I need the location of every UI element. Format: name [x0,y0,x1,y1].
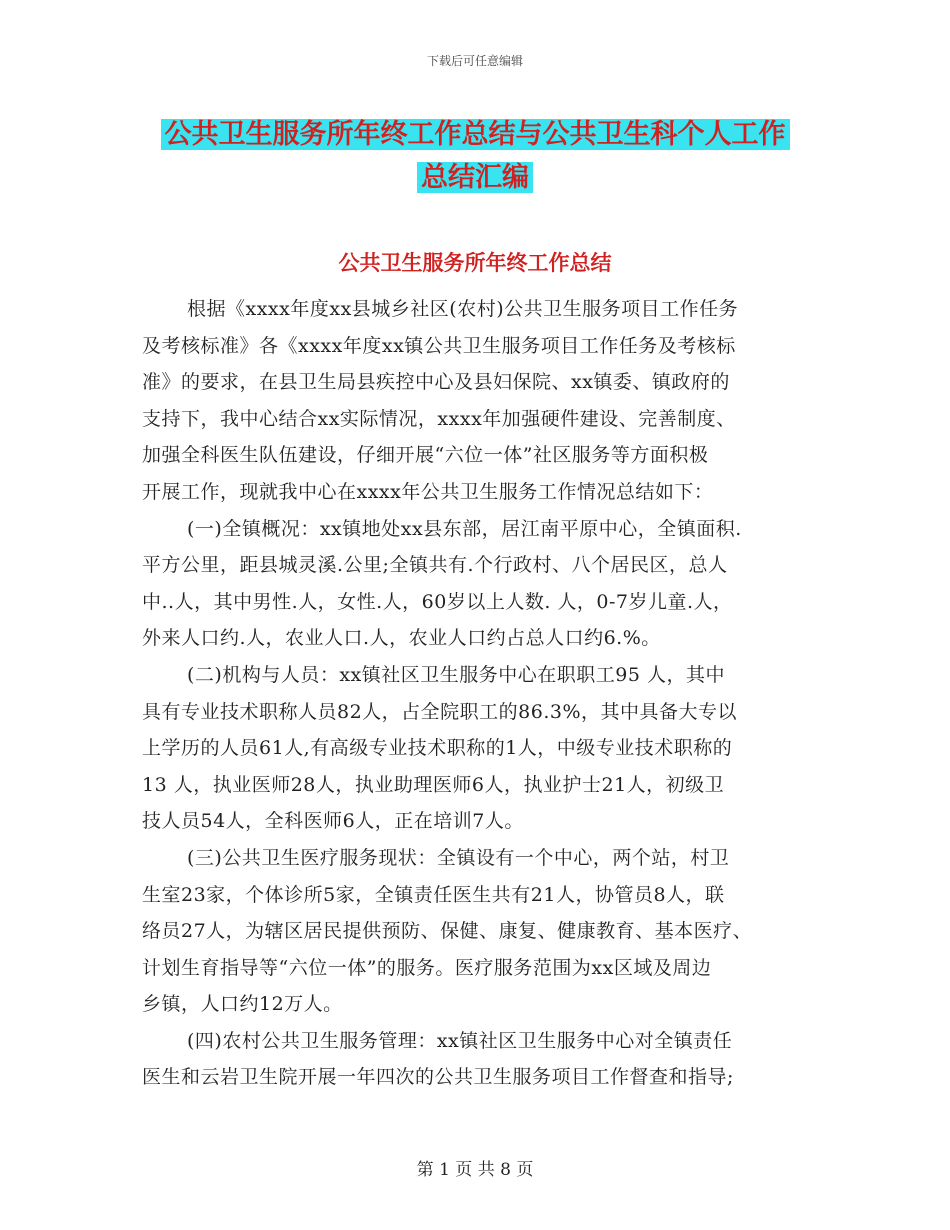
body-line: 生室23家，个体诊所5家，全镇责任医生共有21人，协管员8人，联 [142,883,725,906]
document-title-line-2 [0,155,950,194]
body-line: (一)全镇概况：xx镇地处xx县东部，居江南平原中心，全镇面积. [187,517,742,540]
section-title: 公共卫生服务所年终工作总结 [338,251,612,275]
body-line: (四)农村公共卫生服务管理：xx镇社区卫生服务中心对全镇责任 [187,1029,733,1052]
document-title-text-2: 总结汇编 [417,162,533,193]
document-title-text-1: 公共卫生服务所年终工作总结与公共卫生科个人工作 [161,119,790,150]
body-line: 及考核标准》各《xxxx年度xx镇公共卫生服务项目工作任务及考核标 [142,334,736,357]
body-line: 络员27人，为辖区居民提供预防、保健、康复、健康教育、基本医疗、 [142,920,753,943]
body-line: 上学历的人员61人,有高级专业技术职称的1人，中级专业技术职称的 [142,737,733,760]
body-line: 13 人，执业医师28人，执业助理医师6人，执业护士21人，初级卫 [142,773,725,796]
document-title-line-1 [0,112,950,151]
document-body [142,291,808,1096]
body-line: 准》的要求，在县卫生局县疾控中心及县妇保院、xx镇委、镇政府的 [142,371,730,394]
body-line: (二)机构与人员：xx镇社区卫生服务中心在职职工95 人，其中 [187,663,725,686]
body-line: 计划生育指导等“六位一体”的服务。医疗服务范围为xx区域及周边 [142,956,712,979]
body-line: 平方公里，距县城灵溪.公里;全镇共有.个行政村、八个居民区，总人 [142,554,728,577]
body-line: 具有专业技术职称人员82人，占全院职工的86.3%，其中具备大专以 [142,700,738,723]
body-line: 乡镇，人口约12万人。 [142,993,343,1016]
page-footer: 第 1 页 共 8 页 [416,1160,534,1180]
body-line: 外来人口约.人，农业人口.人，农业人口约占总人口约6.%。 [142,627,661,650]
body-line: 医生和云岩卫生院开展一年四次的公共卫生服务项目工作督查和指导; [142,1066,734,1089]
body-line: 开展工作，现就我中心在xxxx年公共卫生服务工作情况总结如下： [142,480,714,503]
body-line: 中..人，其中男性.人，女性.人，60岁以上人数. 人，0-7岁儿童.人， [142,590,733,613]
header-note: 下载后可任意编辑 [426,54,523,68]
body-line: 技人员54人，全科医师6人，正在培训7人。 [142,810,524,833]
body-line: 根据《xxxx年度xx县城乡社区(农村)公共卫生服务项目工作任务 [187,298,739,320]
body-line: (三)公共卫生医疗服务现状：全镇设有一个中心，两个站，村卫 [187,846,730,869]
body-line: 加强全科医生队伍建设，仔细开展“六位一体”社区服务等方面积极 [142,444,709,467]
body-line: 支持下，我中心结合xx实际情况，xxxx年加强硬件建设、完善制度、 [142,407,736,430]
